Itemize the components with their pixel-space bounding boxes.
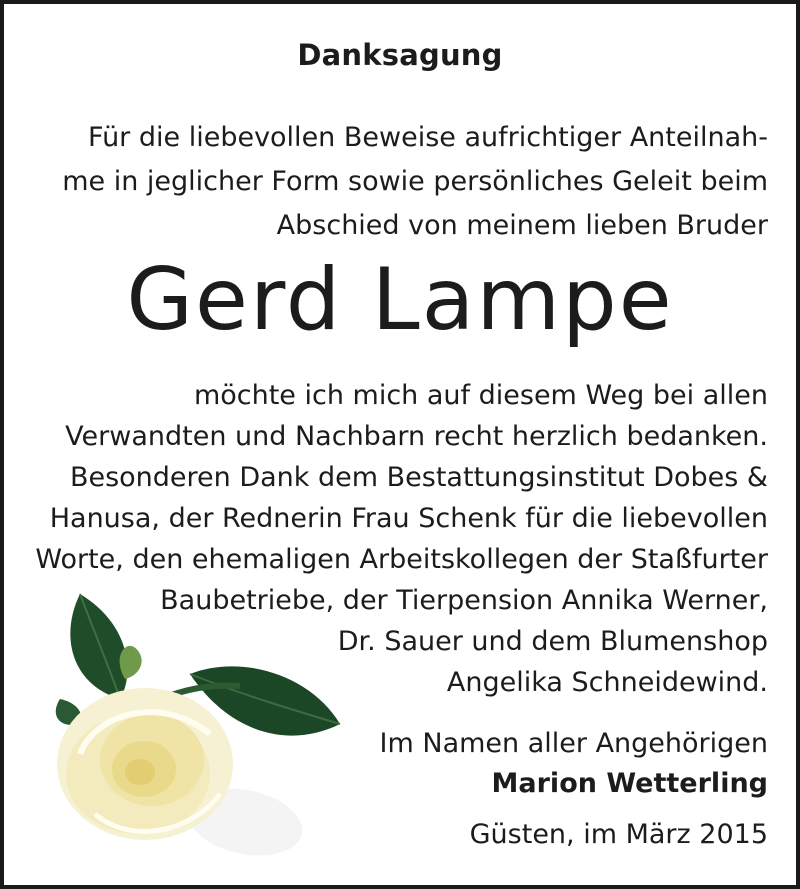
body-line: Dr. Sauer und dem Blumenshop bbox=[337, 626, 768, 657]
body-line: Besonderen Dank dem Bestattungsinstitut Dobes & bbox=[69, 462, 768, 493]
intro-line: me in jeglicher Form sowie persönliches Geleit beim bbox=[62, 166, 768, 197]
signer-name: Marion Wetterling bbox=[491, 768, 768, 799]
body-line: Angelika Schneidewind. bbox=[446, 667, 768, 698]
intro-text bbox=[28, 116, 768, 248]
body-line: Baubetriebe, der Tierpension Annika Werner, bbox=[160, 585, 768, 616]
intro-line: Für die liebevollen Beweise aufrichtiger Anteilnah- bbox=[88, 122, 768, 153]
body-line: Hanusa, der Rednerin Frau Schenk für die liebevollen bbox=[49, 503, 768, 534]
place-date: Güsten, im März 2015 bbox=[469, 819, 768, 850]
notice-heading: Danksagung bbox=[297, 38, 503, 72]
deceased-name: Gerd Lampe bbox=[126, 250, 674, 350]
body-line: Worte, den ehemaligen Arbeitskollegen der Staßfurter bbox=[35, 544, 768, 575]
closing-block bbox=[380, 724, 768, 804]
white-rose-icon bbox=[40, 564, 360, 884]
on-behalf-line: Im Namen aller Angehörigen bbox=[379, 728, 768, 759]
body-line: Verwandten und Nachbarn recht herzlich bedanken. bbox=[65, 421, 768, 452]
body-line: möchte ich mich auf diesem Weg bei allen bbox=[193, 380, 768, 411]
intro-line: Abschied von meinem lieben Bruder bbox=[276, 210, 768, 241]
